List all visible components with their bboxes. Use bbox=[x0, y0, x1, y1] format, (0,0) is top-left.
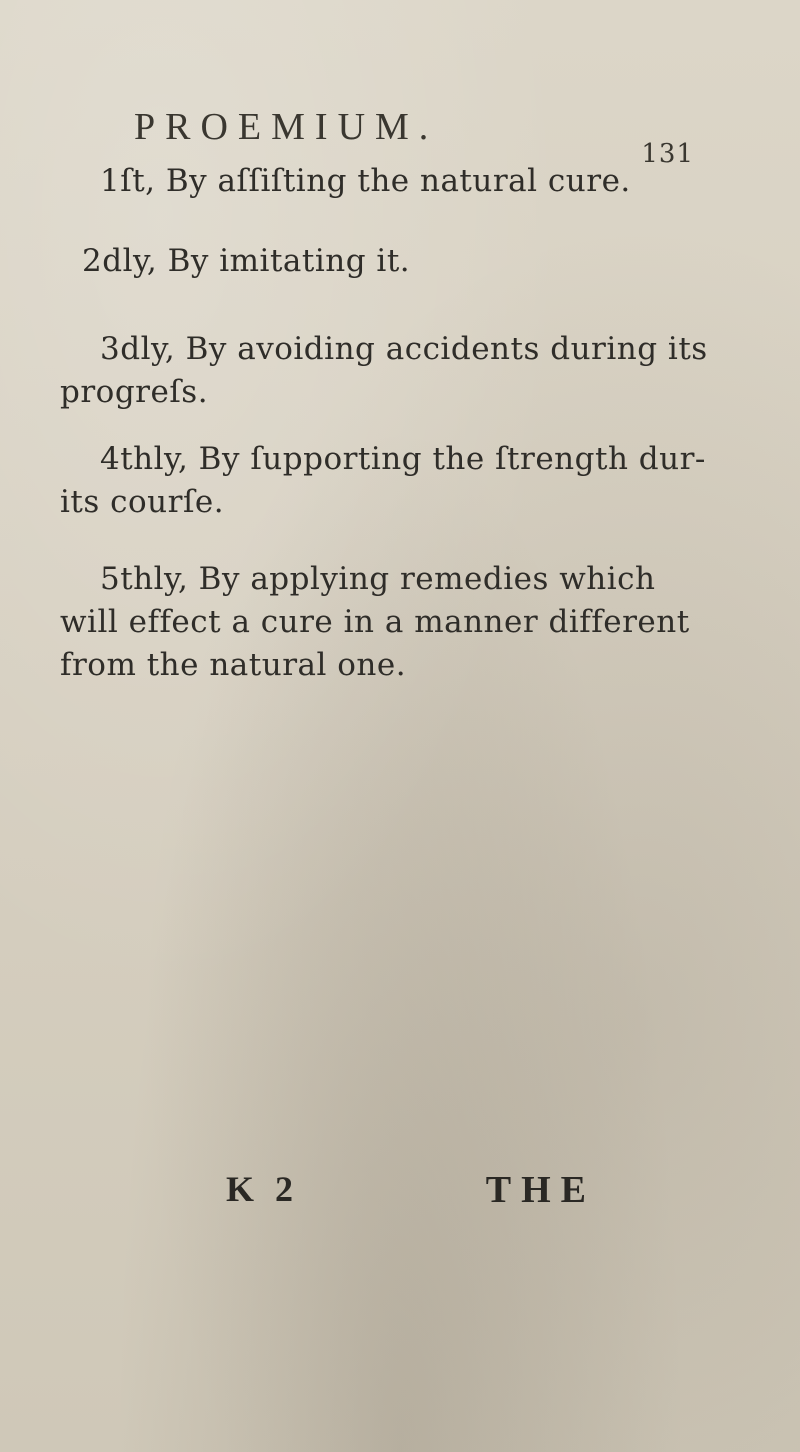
catchword: THE bbox=[485, 1169, 596, 1211]
paragraph-line: 2dly, By imitating it. bbox=[82, 243, 411, 279]
page-footer bbox=[226, 1168, 596, 1218]
page-header bbox=[134, 105, 694, 169]
paragraph-line: from the natural one. bbox=[60, 647, 407, 683]
paragraph-5 bbox=[60, 558, 690, 687]
paragraph-3 bbox=[60, 328, 708, 414]
paragraph-line: 1ſt, By aſſiſting the natural cure. bbox=[100, 163, 631, 199]
paragraph-line: 3dly, By avoiding accidents during its bbox=[100, 331, 708, 367]
signature-mark: K 2 bbox=[226, 1169, 300, 1209]
paragraph-line: progreſs. bbox=[60, 374, 209, 410]
page-number: 131 bbox=[641, 139, 694, 169]
paragraph-2 bbox=[60, 240, 620, 283]
paragraph-line: will effect a cure in a manner different bbox=[60, 604, 690, 640]
paragraph-4 bbox=[60, 438, 706, 524]
paragraph-line: its courſe. bbox=[60, 484, 225, 520]
paragraph-1 bbox=[60, 160, 631, 203]
paragraph-line: 5thly, By applying remedies which bbox=[100, 561, 656, 597]
paragraph-line: 4thly, By ſupporting the ſtrength dur- bbox=[100, 441, 706, 477]
running-head: PROEMIUM. bbox=[134, 106, 439, 148]
